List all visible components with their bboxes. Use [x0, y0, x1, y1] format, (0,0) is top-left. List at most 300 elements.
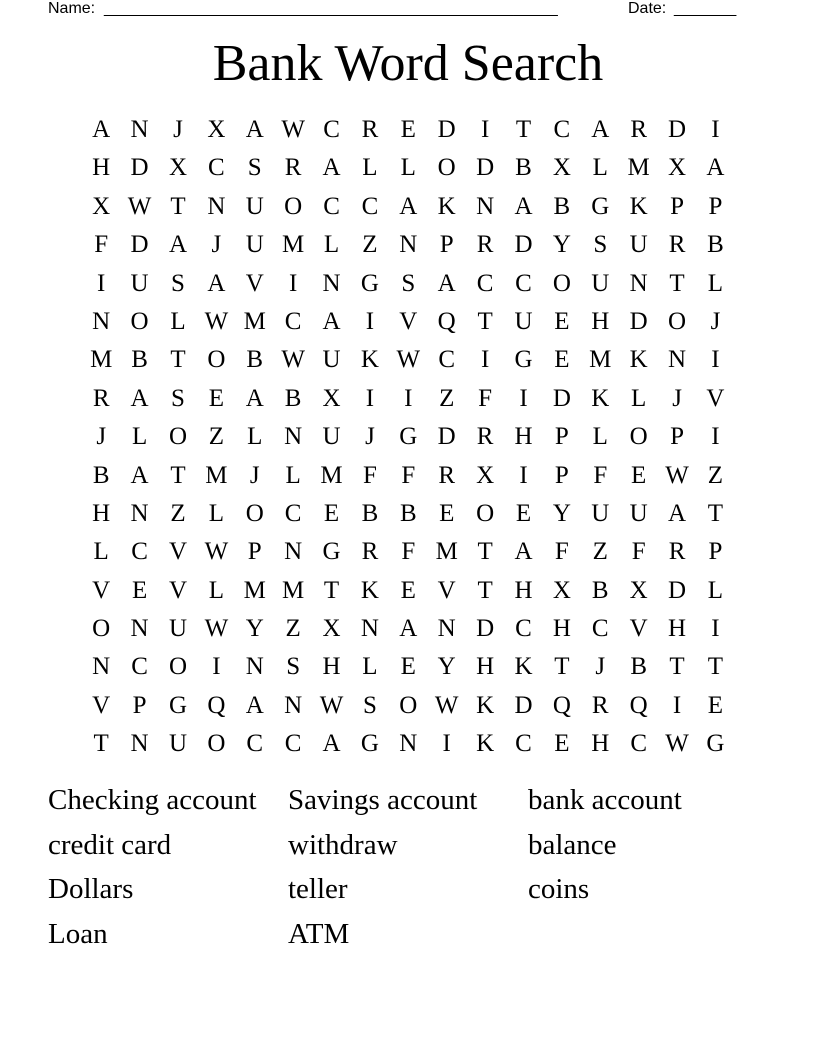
grid-letter: T	[515, 116, 532, 143]
grid-letter: L	[208, 499, 224, 527]
grid-letter: J	[672, 384, 682, 412]
grid-letter: O	[168, 423, 187, 451]
grid-letter: W	[204, 538, 229, 566]
grid-letter: W	[665, 461, 689, 489]
grid-letter: X	[92, 192, 111, 220]
grid-letter: G	[168, 691, 187, 719]
grid-letter: O	[245, 499, 264, 527]
grid-letter: G	[591, 192, 610, 220]
grid-letter: P	[439, 231, 454, 259]
grid-letter: A	[322, 730, 341, 758]
grid-letter: D	[668, 576, 687, 604]
grid-letter: T	[707, 499, 724, 527]
grid-letter: N	[322, 269, 341, 297]
grid-letter: G	[322, 538, 341, 566]
grid-letter: A	[668, 499, 687, 527]
grid-letter: R	[361, 538, 379, 566]
grid-letter: G	[360, 269, 379, 297]
grid-letter: M	[435, 538, 458, 566]
grid-letter: W	[434, 691, 459, 719]
grid-letter: B	[284, 384, 302, 412]
letter-grid	[82, 111, 735, 764]
grid-letter: I	[365, 307, 375, 335]
grid-letter: F	[478, 384, 493, 412]
grid-letter: M	[90, 346, 113, 374]
grid-letter: D	[437, 423, 456, 451]
grid-letter: S	[286, 653, 301, 681]
grid-letter: C	[515, 730, 532, 758]
grid-letter: J	[595, 653, 606, 681]
grid-letter: O	[437, 154, 456, 182]
grid-letter: I	[519, 461, 528, 489]
grid-letter: L	[592, 423, 608, 451]
grid-letter: S	[593, 231, 608, 259]
grid-letter: L	[400, 154, 416, 182]
grid-letter: U	[629, 231, 648, 259]
grid-letter: L	[707, 269, 724, 297]
grid-letter: T	[669, 653, 685, 681]
grid-letter: F	[401, 461, 416, 489]
grid-letter: J	[710, 307, 721, 335]
grid-letter: K	[629, 346, 648, 374]
grid-letter: M	[627, 154, 650, 182]
grid-letter: T	[707, 653, 724, 681]
grid-letter: A	[591, 116, 610, 143]
grid-letter: Z	[362, 231, 378, 259]
grid-letter: E	[707, 691, 724, 719]
grid-letter: S	[171, 269, 185, 297]
grid-letter: E	[515, 499, 532, 527]
grid-letter: N	[629, 269, 648, 297]
grid-letter: G	[706, 730, 725, 758]
grid-letter: O	[629, 423, 648, 451]
grid-letter: G	[360, 730, 379, 758]
grid-letter: E	[131, 576, 148, 604]
grid-letter: X	[322, 615, 341, 643]
grid-letter: P	[708, 192, 723, 220]
grid-letter: U	[629, 499, 648, 527]
grid-letter: B	[131, 346, 148, 374]
grid-letter: L	[362, 653, 378, 681]
grid-letter: I	[288, 269, 298, 297]
grid-letter: E	[323, 499, 340, 527]
grid-letter: I	[442, 730, 451, 758]
grid-letter: J	[249, 461, 260, 489]
grid-letter: Z	[208, 423, 224, 451]
grid-letter: K	[360, 346, 379, 374]
word-list-item: coins	[528, 873, 590, 906]
grid-letter: C	[131, 653, 148, 681]
grid-letter: B	[707, 231, 724, 259]
grid-letter: X	[552, 154, 571, 182]
word-list	[48, 781, 768, 959]
grid-letter: N	[476, 192, 495, 220]
grid-letter: A	[322, 307, 341, 335]
grid-letter: O	[207, 346, 226, 374]
grid-letter: I	[404, 384, 413, 412]
grid-letter: B	[399, 499, 417, 527]
grid-letter: T	[170, 461, 186, 489]
grid-letter: E	[631, 461, 647, 489]
grid-letter: Q	[552, 691, 571, 719]
grid-letter: I	[97, 269, 106, 297]
grid-letter: D	[629, 307, 648, 335]
grid-letter: O	[668, 307, 687, 335]
grid-letter: Y	[552, 231, 571, 259]
grid-letter: B	[246, 346, 264, 374]
grid-letter: C	[515, 269, 532, 297]
grid-letter: A	[245, 384, 264, 412]
grid-letter: L	[323, 231, 340, 259]
grid-letter: H	[591, 730, 610, 758]
grid-letter: I	[711, 346, 720, 374]
grid-letter: Q	[207, 691, 226, 719]
grid-letter: W	[281, 116, 305, 143]
grid-letter: I	[711, 423, 720, 451]
grid-letter: N	[207, 192, 226, 220]
grid-letter: M	[282, 231, 305, 259]
grid-letter: N	[130, 615, 149, 643]
grid-letter: T	[170, 346, 186, 374]
grid-letter: R	[438, 461, 456, 489]
grid-letter: N	[130, 116, 149, 143]
grid-letter: M	[320, 461, 343, 489]
word-list-item: Dollars	[48, 873, 134, 906]
grid-letter: M	[205, 461, 228, 489]
grid-letter: C	[515, 615, 532, 643]
grid-letter: Y	[245, 615, 264, 643]
grid-letter: P	[247, 538, 262, 566]
grid-letter: J	[365, 423, 375, 451]
name-label: Name:	[48, 0, 96, 17]
grid-letter: N	[130, 730, 149, 758]
grid-letter: D	[668, 116, 687, 143]
grid-letter: O	[552, 269, 571, 297]
grid-letter: H	[92, 499, 111, 527]
grid-letter: H	[92, 154, 111, 182]
grid-letter: T	[477, 576, 493, 604]
grid-letter: H	[476, 653, 495, 681]
grid-letter: A	[514, 538, 533, 566]
grid-letter: B	[515, 154, 532, 182]
grid-letter: K	[629, 192, 648, 220]
word-list-item: credit card	[48, 828, 172, 861]
grid-letter: D	[130, 231, 149, 259]
word-list-item: Loan	[48, 917, 108, 950]
grid-letter: H	[591, 307, 610, 335]
grid-letter: V	[92, 576, 111, 604]
grid-letter: X	[207, 116, 226, 143]
grid-letter: C	[246, 730, 264, 758]
grid-letter: L	[208, 576, 224, 604]
grid-letter: P	[554, 461, 569, 489]
grid-letter: H	[668, 615, 687, 643]
grid-letter: N	[437, 615, 456, 643]
grid-letter: I	[480, 116, 490, 143]
grid-letter: A	[245, 116, 264, 143]
grid-letter: L	[592, 154, 608, 182]
grid-letter: A	[168, 231, 187, 259]
grid-letter: O	[168, 653, 187, 681]
grid-letter: K	[514, 653, 533, 681]
grid-letter: F	[631, 538, 646, 566]
grid-letter: R	[591, 691, 609, 719]
grid-letter: W	[204, 307, 229, 335]
grid-letter: N	[130, 499, 149, 527]
grid-letter: H	[552, 615, 571, 643]
grid-letter: B	[591, 576, 609, 604]
grid-letter: U	[514, 307, 533, 335]
grid-letter: V	[245, 269, 264, 297]
grid-letter: P	[670, 192, 684, 220]
grid-letter: N	[399, 730, 418, 758]
grid-letter: E	[554, 346, 570, 374]
grid-letter: S	[171, 384, 185, 412]
grid-letter: I	[212, 653, 221, 681]
grid-letter: B	[361, 499, 379, 527]
grid-letter: A	[706, 154, 725, 182]
grid-letter: U	[168, 730, 187, 758]
grid-letter: B	[92, 461, 110, 489]
grid-letter: W	[127, 192, 152, 220]
word-list-item: bank account	[528, 784, 682, 816]
grid-letter: N	[284, 423, 303, 451]
grid-letter: L	[170, 307, 186, 335]
grid-letter: D	[437, 116, 456, 143]
grid-letter: A	[207, 269, 226, 297]
grid-letter: H	[514, 423, 533, 451]
grid-letter: D	[514, 691, 533, 719]
grid-letter: K	[476, 691, 495, 719]
grid-letter: A	[245, 691, 264, 719]
grid-letter: A	[130, 461, 149, 489]
grid-letter: G	[514, 346, 533, 374]
grid-letter: A	[92, 116, 111, 143]
date-line: _______	[674, 0, 737, 17]
grid-letter: X	[629, 576, 648, 604]
grid-letter: C	[131, 538, 148, 566]
grid-letter: V	[399, 307, 418, 335]
grid-letter: E	[400, 576, 416, 604]
grid-letter: F	[593, 461, 608, 489]
grid-letter: R	[361, 116, 379, 143]
grid-letter: A	[130, 384, 149, 412]
grid-letter: E	[554, 307, 570, 335]
grid-letter: R	[668, 231, 686, 259]
grid-letter: P	[670, 423, 684, 451]
grid-letter: O	[207, 730, 226, 758]
grid-letter: V	[92, 691, 111, 719]
grid-letter: D	[514, 231, 533, 259]
grid-letter: U	[591, 269, 610, 297]
word-list-item: withdraw	[288, 828, 398, 861]
grid-letter: H	[514, 576, 533, 604]
grid-letter: Z	[592, 538, 608, 566]
grid-letter: I	[711, 116, 720, 143]
grid-letter: R	[476, 423, 494, 451]
grid-letter: Y	[437, 653, 456, 681]
grid-letter: S	[401, 269, 416, 297]
grid-letter: V	[168, 576, 187, 604]
grid-letter: Z	[285, 615, 301, 643]
grid-letter: O	[130, 307, 149, 335]
grid-letter: U	[322, 423, 341, 451]
grid-letter: E	[208, 384, 224, 412]
grid-letter: L	[93, 538, 109, 566]
grid-letter: C	[476, 269, 494, 297]
grid-letter: E	[439, 499, 455, 527]
grid-letter: V	[437, 576, 456, 604]
grid-letter: M	[282, 576, 305, 604]
grid-letter: U	[245, 192, 264, 220]
grid-letter: V	[706, 384, 725, 412]
grid-letter: E	[400, 116, 416, 143]
grid-letter: W	[204, 615, 229, 643]
grid-letter: L	[285, 461, 301, 489]
grid-letter: C	[284, 499, 302, 527]
grid-letter: H	[322, 653, 341, 681]
grid-letter: N	[668, 346, 687, 374]
grid-letter: J	[211, 231, 222, 259]
grid-letter: K	[591, 384, 610, 412]
grid-letter: C	[630, 730, 647, 758]
grid-letter: L	[631, 384, 647, 412]
grid-letter: P	[132, 691, 147, 719]
word-list-item: Savings account	[288, 784, 478, 816]
grid-letter: K	[476, 730, 495, 758]
grid-letter: N	[284, 691, 303, 719]
grid-letter: S	[362, 691, 377, 719]
grid-letter: P	[554, 423, 569, 451]
grid-letter: L	[131, 423, 148, 451]
grid-letter: L	[362, 154, 378, 182]
grid-letter: B	[553, 192, 571, 220]
grid-letter: R	[476, 231, 494, 259]
grid-letter: T	[477, 307, 493, 335]
grid-letter: D	[552, 384, 571, 412]
grid-letter: U	[322, 346, 341, 374]
grid-letter: O	[476, 499, 495, 527]
grid-letter: D	[476, 615, 495, 643]
grid-letter: Z	[707, 461, 724, 489]
grid-letter: X	[168, 154, 187, 182]
grid-letter: Q	[437, 307, 456, 335]
grid-letter: I	[519, 384, 528, 412]
grid-letter: W	[319, 691, 344, 719]
grid-letter: E	[400, 653, 416, 681]
grid-letter: U	[245, 231, 264, 259]
grid-letter: C	[361, 192, 379, 220]
grid-letter: R	[630, 116, 647, 143]
grid-letter: X	[668, 154, 687, 182]
grid-letter: U	[591, 499, 610, 527]
grid-letter: X	[552, 576, 571, 604]
grid-letter: O	[284, 192, 303, 220]
grid-letter: C	[553, 116, 571, 143]
grid-letter: M	[243, 307, 266, 335]
grid-letter: T	[93, 730, 109, 758]
header	[48, 0, 748, 20]
grid-letter: D	[130, 154, 149, 182]
grid-letter: S	[247, 154, 262, 182]
grid-letter: O	[92, 615, 111, 643]
grid-letter: V	[168, 538, 187, 566]
page-title: Bank Word Search	[212, 35, 604, 92]
grid-letter: N	[360, 615, 379, 643]
grid-letter: C	[284, 307, 302, 335]
grid-letter: N	[92, 653, 111, 681]
grid-letter: T	[669, 269, 685, 297]
grid-letter: L	[707, 576, 724, 604]
grid-letter: I	[711, 615, 720, 643]
grid-letter: X	[476, 461, 495, 489]
grid-letter: T	[170, 192, 186, 220]
grid-letter: J	[173, 116, 183, 143]
grid-letter: U	[130, 269, 149, 297]
grid-letter: A	[399, 615, 418, 643]
grid-letter: L	[247, 423, 263, 451]
grid-letter: A	[514, 192, 533, 220]
grid-letter: R	[284, 154, 302, 182]
grid-letter: I	[672, 691, 682, 719]
grid-letter: Y	[552, 499, 571, 527]
word-list-item: ATM	[288, 917, 350, 950]
grid-letter: C	[323, 192, 340, 220]
grid-letter: R	[92, 384, 110, 412]
grid-letter: A	[399, 192, 418, 220]
grid-letter: Z	[170, 499, 186, 527]
grid-letter: K	[437, 192, 456, 220]
grid-letter: O	[399, 691, 418, 719]
grid-letter: M	[589, 346, 612, 374]
name-line: ___________________________________________________	[104, 0, 558, 17]
grid-letter: B	[630, 653, 647, 681]
grid-letter: I	[480, 346, 490, 374]
grid-letter: W	[665, 730, 689, 758]
grid-letter: K	[360, 576, 379, 604]
grid-letter: A	[437, 269, 456, 297]
grid-letter: C	[208, 154, 225, 182]
grid-letter: C	[591, 615, 609, 643]
grid-letter: M	[243, 576, 266, 604]
grid-letter: C	[323, 116, 340, 143]
grid-letter: T	[554, 653, 570, 681]
grid-letter: U	[168, 615, 187, 643]
date-label: Date:	[628, 0, 667, 17]
grid-letter: F	[94, 231, 109, 259]
grid-letter: N	[399, 231, 418, 259]
grid-letter: C	[284, 730, 302, 758]
grid-letter: J	[96, 423, 107, 451]
grid-letter: P	[708, 538, 723, 566]
grid-letter: A	[322, 154, 341, 182]
grid-letter: F	[401, 538, 416, 566]
grid-letter: D	[476, 154, 495, 182]
grid-letter: W	[396, 346, 421, 374]
grid-letter: Q	[629, 691, 648, 719]
grid-letter: W	[281, 346, 305, 374]
grid-letter: I	[365, 384, 375, 412]
grid-letter: F	[554, 538, 569, 566]
word-list-item: balance	[528, 828, 617, 861]
grid-letter: T	[477, 538, 493, 566]
grid-letter: R	[668, 538, 686, 566]
grid-letter: F	[362, 461, 377, 489]
word-list-item: teller	[288, 873, 348, 906]
grid-letter: X	[322, 384, 341, 412]
grid-letter: C	[438, 346, 456, 374]
grid-letter: T	[323, 576, 340, 604]
